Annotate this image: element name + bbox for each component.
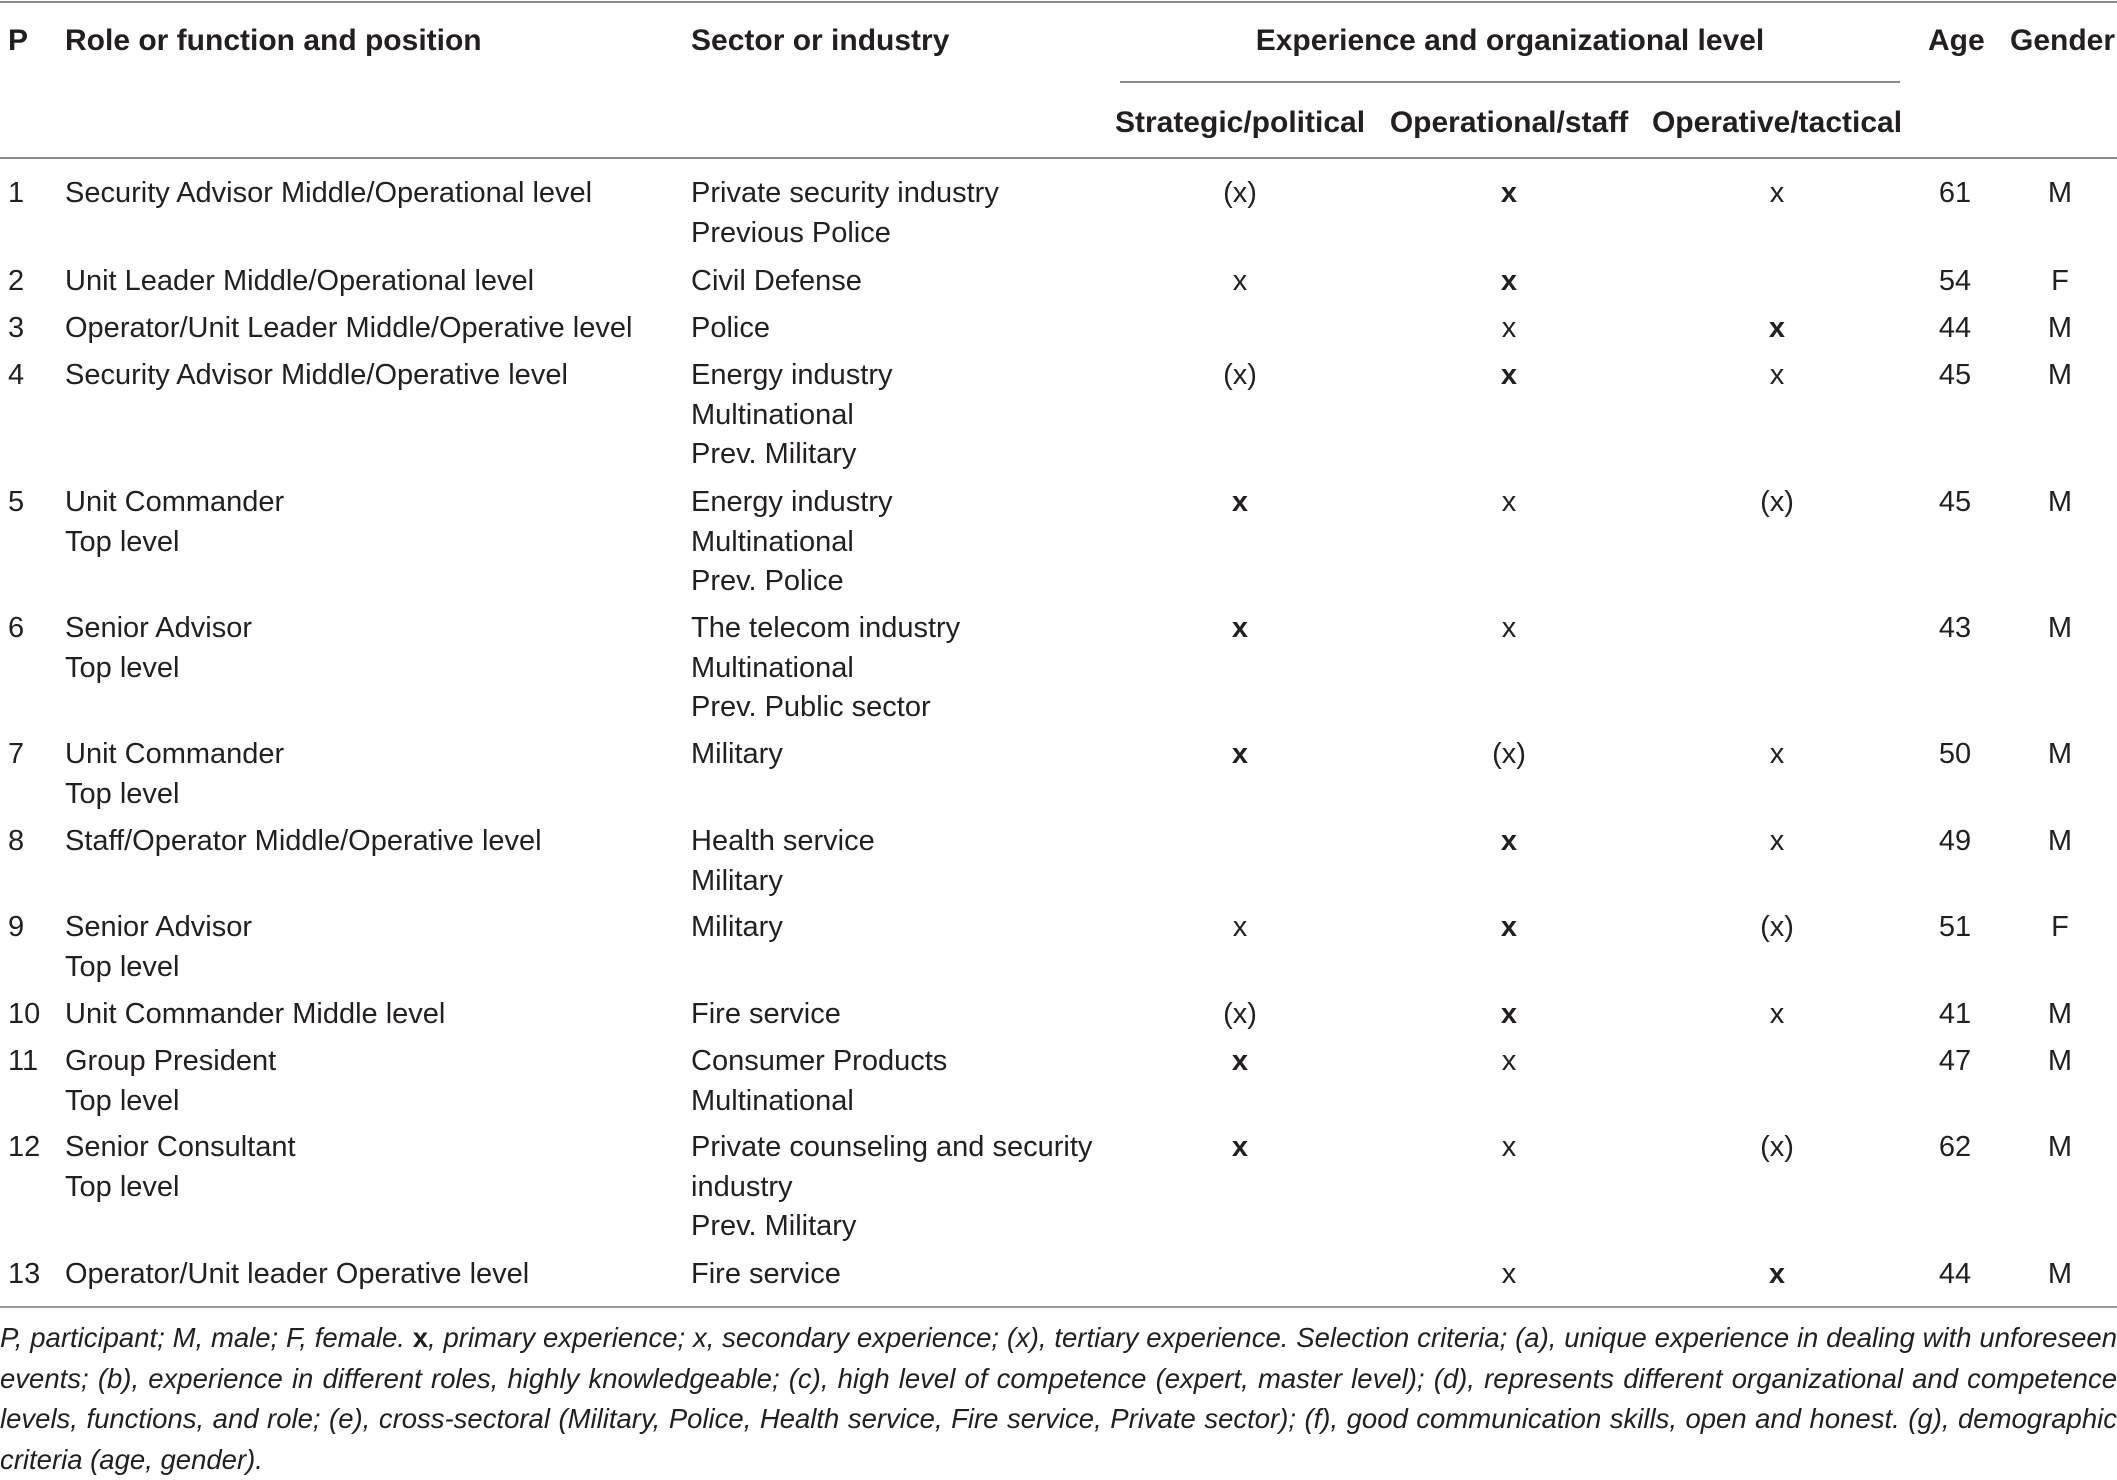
cell-age: 44 (1938, 1258, 1972, 1290)
cell-role (65, 822, 542, 862)
cell-p: 7 (8, 738, 25, 770)
role-line: Top level (65, 777, 180, 810)
cell-age: 49 (1938, 825, 1972, 857)
sector-line: Private security industry (691, 177, 999, 209)
role-line: Group President (65, 1045, 277, 1077)
cell-role (65, 309, 632, 349)
cell-role (65, 356, 568, 396)
footnote-primary-mark: x (412, 1322, 429, 1353)
role-line: Staff/Operator Middle/Operative level (65, 825, 542, 857)
cell-age: 54 (1938, 265, 1972, 297)
cell-strategic-primary: x (1231, 612, 1249, 644)
cell-operational: x (1501, 1258, 1517, 1290)
sector-line: Prev. Military (691, 438, 857, 470)
cell-strategic: (x) (1223, 177, 1257, 209)
sector-line: Military (691, 911, 783, 943)
sector-line: Private counseling and security (691, 1131, 1093, 1163)
cell-strategic-primary: x (1231, 1045, 1249, 1077)
cell-strategic-primary: x (1231, 1131, 1249, 1163)
cell-p: 1 (8, 177, 25, 209)
role-line: Unit Commander Middle level (65, 998, 446, 1030)
role-line: Security Advisor Middle/Operative level (65, 359, 568, 391)
header-experience: Experience and organizational level (1255, 24, 1765, 57)
cell-operative: (x) (1760, 1131, 1794, 1163)
cell-sector (691, 1128, 1092, 1247)
cell-strategic: (x) (1223, 359, 1257, 391)
cell-sector (691, 483, 893, 602)
cell-age: 62 (1938, 1131, 1972, 1163)
cell-strategic: (x) (1223, 998, 1257, 1030)
cell-operative: (x) (1760, 486, 1794, 518)
cell-p: 9 (8, 911, 25, 943)
cell-p: 2 (8, 265, 25, 297)
role-line: Top level (65, 1084, 180, 1117)
role-line: Senior Advisor (65, 911, 252, 943)
experience-group-rule (1120, 81, 1900, 83)
sector-line: Military (691, 738, 783, 770)
cell-p: 10 (8, 998, 41, 1030)
cell-gender: M (2047, 359, 2073, 391)
cell-strategic-primary: x (1231, 738, 1249, 770)
cell-age: 47 (1938, 1045, 1972, 1077)
header-strategic: Strategic/political (1114, 106, 1366, 139)
role-line: Unit Commander (65, 486, 285, 518)
role-line: Top level (65, 525, 180, 558)
cell-p: 8 (8, 825, 25, 857)
sector-line: industry (691, 1170, 793, 1203)
cell-role (65, 1255, 529, 1295)
sector-line: Prev. Public sector (691, 691, 931, 723)
cell-gender: M (2047, 612, 2073, 644)
cell-operative: x (1769, 825, 1785, 857)
sector-line: Multinational (691, 1084, 854, 1117)
cell-p: 13 (8, 1258, 41, 1290)
cell-gender: M (2047, 1045, 2073, 1077)
sector-line: Police (691, 312, 770, 344)
cell-age: 45 (1938, 486, 1972, 518)
footnote-text-2: , primary experience; x, secondary experience; (x), tertiary experience. Selection criteria; (a), unique experience in dealing with unforeseen events; (b), experience in different roles, highly knowledgeable; (c), high level of competence (expert, master level); (d), represents different organizational and competence levels, functions, and role; (e), cross-sectoral (Military, Police, Health service, Fire service, Private sector); (f), good communication skills, open and honest. (g), demographic criteria (age, gender). (0, 1322, 2117, 1475)
table-top-rule (0, 1, 2117, 3)
cell-strategic: x (1232, 911, 1248, 943)
table-footnote (0, 1318, 2117, 1480)
cell-role (65, 262, 534, 302)
cell-gender: M (2047, 1258, 2073, 1290)
cell-age: 44 (1938, 312, 1972, 344)
cell-operative-primary: x (1768, 1258, 1786, 1290)
cell-sector (691, 822, 875, 901)
sector-line: The telecom industry (691, 612, 961, 644)
sector-line: Military (691, 864, 783, 897)
cell-operative: x (1769, 359, 1785, 391)
sector-line: Energy industry (691, 486, 893, 518)
cell-operational-primary: x (1500, 825, 1518, 857)
cell-gender: M (2047, 1131, 2073, 1163)
cell-role (65, 908, 252, 987)
cell-role (65, 174, 592, 214)
cell-sector (691, 174, 999, 253)
cell-role (65, 483, 284, 562)
cell-strategic: x (1232, 265, 1248, 297)
cell-operational-primary: x (1500, 177, 1518, 209)
cell-sector (691, 1042, 947, 1121)
cell-strategic-primary: x (1231, 486, 1249, 518)
cell-p: 6 (8, 612, 25, 644)
cell-age: 43 (1938, 612, 1972, 644)
cell-sector (691, 908, 783, 948)
cell-operational-primary: x (1500, 359, 1518, 391)
cell-role (65, 1128, 296, 1207)
cell-operative-primary: x (1768, 312, 1786, 344)
sector-line: Fire service (691, 1258, 841, 1290)
header-sector: Sector or industry (691, 24, 950, 57)
role-line: Operator/Unit Leader Middle/Operative level (65, 312, 633, 344)
cell-operational-primary: x (1500, 911, 1518, 943)
header-gender: Gender (2010, 24, 2116, 57)
cell-role (65, 735, 284, 814)
cell-operational: x (1501, 486, 1517, 518)
cell-gender: M (2047, 998, 2073, 1030)
cell-p: 12 (8, 1131, 41, 1163)
sector-line: Multinational (691, 651, 854, 684)
cell-operational: x (1501, 612, 1517, 644)
cell-sector (691, 262, 862, 302)
cell-age: 45 (1938, 359, 1972, 391)
cell-p: 5 (8, 486, 25, 518)
cell-age: 51 (1938, 911, 1972, 943)
sector-line: Consumer Products (691, 1045, 948, 1077)
cell-gender: F (2051, 265, 2069, 297)
cell-sector (691, 735, 783, 775)
cell-operational: x (1501, 1045, 1517, 1077)
cell-operative: x (1769, 998, 1785, 1030)
cell-age: 50 (1938, 738, 1972, 770)
header-operational: Operational/staff (1389, 106, 1629, 139)
role-line: Senior Consultant (65, 1131, 296, 1163)
cell-gender: M (2047, 486, 2073, 518)
cell-operational: x (1501, 312, 1517, 344)
cell-operational: (x) (1492, 738, 1526, 770)
header-role: Role or function and position (65, 24, 482, 57)
header-p: P (8, 24, 29, 57)
role-line: Operator/Unit leader Operative level (65, 1258, 530, 1290)
header-operative: Operative/tactical (1651, 106, 1903, 139)
cell-sector (691, 309, 770, 349)
sector-line: Previous Police (691, 216, 891, 249)
sector-line: Multinational (691, 398, 854, 431)
cell-operational-primary: x (1500, 998, 1518, 1030)
footnote-text-1: P, participant; M, male; F, female. (0, 1322, 413, 1353)
cell-sector (691, 609, 960, 728)
cell-role (65, 995, 445, 1035)
cell-gender: M (2047, 312, 2073, 344)
role-line: Unit Leader Middle/Operational level (65, 265, 535, 297)
sector-line: Prev. Police (691, 565, 844, 597)
cell-role (65, 1042, 276, 1121)
cell-p: 3 (8, 312, 25, 344)
sector-line: Prev. Military (691, 1210, 857, 1242)
cell-age: 61 (1938, 177, 1972, 209)
cell-gender: M (2047, 177, 2073, 209)
table-bottom-rule (0, 1306, 2117, 1308)
cell-gender: M (2047, 738, 2073, 770)
role-line: Security Advisor Middle/Operational level (65, 177, 593, 209)
role-line: Top level (65, 651, 180, 684)
sector-line: Civil Defense (691, 265, 862, 297)
header-bottom-rule (0, 157, 2117, 159)
cell-operational-primary: x (1500, 265, 1518, 297)
sector-line: Multinational (691, 525, 854, 558)
cell-sector (691, 1255, 841, 1295)
cell-operational: x (1501, 1131, 1517, 1163)
cell-p: 4 (8, 359, 25, 391)
role-line: Top level (65, 1170, 180, 1203)
cell-role (65, 609, 252, 688)
cell-sector (691, 995, 841, 1035)
sector-line: Health service (691, 825, 875, 857)
role-line: Top level (65, 950, 180, 983)
role-line: Unit Commander (65, 738, 285, 770)
cell-gender: F (2051, 911, 2069, 943)
cell-p: 11 (8, 1045, 39, 1077)
header-age: Age (1928, 24, 1985, 57)
sector-line: Fire service (691, 998, 841, 1030)
cell-operative: (x) (1760, 911, 1794, 943)
cell-age: 41 (1938, 998, 1972, 1030)
role-line: Senior Advisor (65, 612, 252, 644)
sector-line: Energy industry (691, 359, 893, 391)
cell-sector (691, 356, 893, 475)
cell-operative: x (1769, 177, 1785, 209)
cell-operative: x (1769, 738, 1785, 770)
cell-gender: M (2047, 825, 2073, 857)
